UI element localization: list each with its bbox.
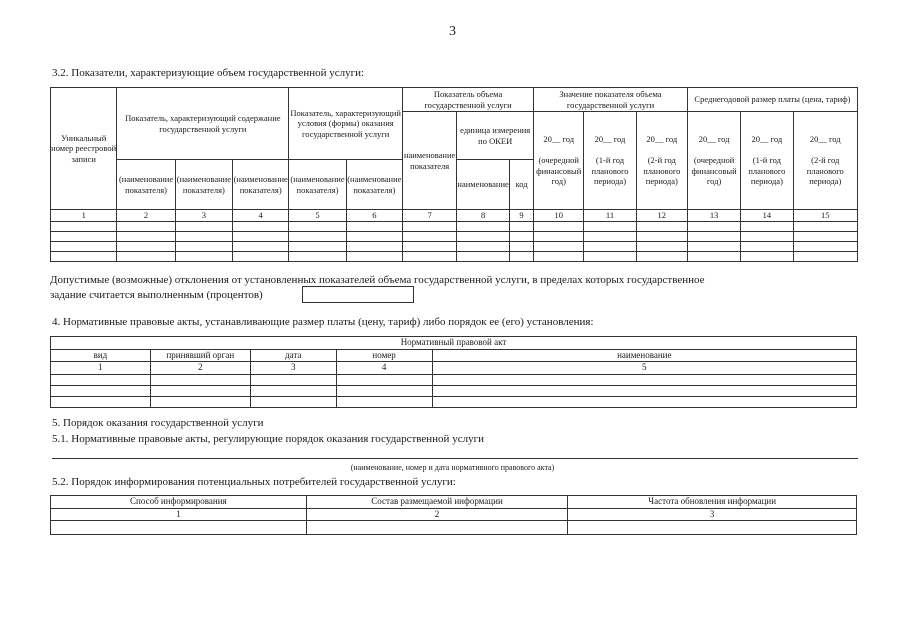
header-price-year-current: 20__ год (очередной финансовый год) — [687, 112, 740, 210]
col-number: 2 — [306, 509, 568, 521]
header-content-name-1: (наименование показателя) — [117, 160, 175, 210]
column-information-content: Состав размещаемой информации — [306, 496, 568, 509]
col-number: 8 — [457, 210, 510, 222]
header-indicator-name: наименование показателя — [402, 112, 456, 210]
col-number: 11 — [584, 210, 636, 222]
col-number: 13 — [687, 210, 740, 222]
table-row — [51, 374, 857, 385]
column-number-row — [51, 210, 858, 222]
header-volume-value: Значение показателя объема государственной услуги — [534, 88, 688, 112]
col-number: 12 — [636, 210, 687, 222]
col-number: 5 — [289, 210, 346, 222]
informing-table — [50, 495, 857, 535]
header-value-year-current: 20__ год (очередной финансовый год) — [534, 112, 584, 210]
header-volume-indicator: Показатель объема государственной услуги — [402, 88, 533, 112]
column-number: номер — [336, 350, 432, 362]
header-price-year-plan1: 20__ год (1-й год планового периода) — [741, 112, 793, 210]
col-number: 1 — [51, 362, 151, 374]
col-number: 2 — [150, 362, 250, 374]
deviation-percent-field[interactable] — [302, 286, 414, 303]
section-3-2-title: 3.2. Показатели, характеризующие объем государственной услуги: — [52, 67, 365, 79]
section-5-2-title: 5.2. Порядок информирования потенциальных потребителей государственной услуги: — [52, 476, 456, 488]
col-number: 3 — [175, 210, 232, 222]
column-issuing-body: принявший орган — [150, 350, 250, 362]
header-content-name-2: (наименование показателя) — [175, 160, 232, 210]
header-conditions-name-2: (наименование показателя) — [346, 160, 402, 210]
table-row — [51, 242, 858, 252]
legal-act-caption: (наименование, номер и дата нормативного правового акта) — [350, 463, 555, 472]
header-value-year-plan1: 20__ год (1-й год планового периода) — [584, 112, 636, 210]
table-row — [51, 232, 858, 242]
col-number: 6 — [346, 210, 402, 222]
section-4-title: 4. Нормативные правовые акты, устанавливающие размер платы (цену, тариф) либо порядок ее (его) установления: — [52, 316, 594, 328]
col-number: 3 — [568, 509, 857, 521]
header-unique-number: Уникальный номер реестровой записи — [51, 88, 117, 210]
header-unit-okei: единица измерения по ОКЕИ — [457, 112, 534, 160]
header-conditions-indicator: Показатель, характеризующий условия (формы) оказания государственной услуги — [289, 88, 403, 160]
column-name: наименование — [432, 350, 856, 362]
table-row — [51, 396, 857, 407]
col-number: 2 — [117, 210, 175, 222]
header-conditions-name-1: (наименование показателя) — [289, 160, 346, 210]
legal-acts-price-table — [50, 336, 857, 408]
section-5-1-title: 5.1. Нормативные правовые акты, регулирующие порядок оказания государственной услуги — [52, 433, 484, 445]
header-unit-name: наименование — [457, 160, 510, 210]
section-5-title: 5. Порядок оказания государственной услуги — [52, 417, 264, 429]
header-content-indicator: Показатель, характеризующий содержание государственной услуги — [117, 88, 289, 160]
header-value-year-plan2: 20__ год (2-й год планового периода) — [636, 112, 687, 210]
deviation-text-line2: задание считается выполненным (процентов) — [50, 289, 263, 301]
col-number: 1 — [51, 210, 117, 222]
table-row — [51, 222, 858, 232]
col-number: 7 — [402, 210, 456, 222]
header-unit-code: код — [509, 160, 533, 210]
col-number: 9 — [509, 210, 533, 222]
legal-act-underline — [52, 458, 858, 459]
column-type: вид — [51, 350, 151, 362]
table-row — [51, 252, 858, 262]
col-number: 15 — [793, 210, 857, 222]
col-number: 3 — [250, 362, 336, 374]
col-number: 10 — [534, 210, 584, 222]
col-number: 14 — [741, 210, 793, 222]
page-number: 3 — [449, 24, 456, 39]
legal-act-header: Нормативный правовой акт — [51, 337, 857, 350]
col-number: 4 — [336, 362, 432, 374]
column-date: дата — [250, 350, 336, 362]
header-average-price: Среднегодовой размер платы (цена, тариф) — [687, 88, 857, 112]
table-row — [51, 385, 857, 396]
column-update-frequency: Частота обновления информации — [568, 496, 857, 509]
col-number: 5 — [432, 362, 856, 374]
column-informing-method: Способ информирования — [51, 496, 307, 509]
table-row — [51, 521, 857, 535]
volume-indicators-table — [50, 87, 858, 262]
deviation-text-line1: Допустимые (возможные) отклонения от установленных показателей объема государственной услуги, в пределах которых государственное — [50, 274, 705, 286]
col-number: 1 — [51, 509, 307, 521]
col-number: 4 — [233, 210, 289, 222]
header-price-year-plan2: 20__ год (2-й год планового периода) — [793, 112, 857, 210]
header-content-name-3: (наименование показателя) — [233, 160, 289, 210]
